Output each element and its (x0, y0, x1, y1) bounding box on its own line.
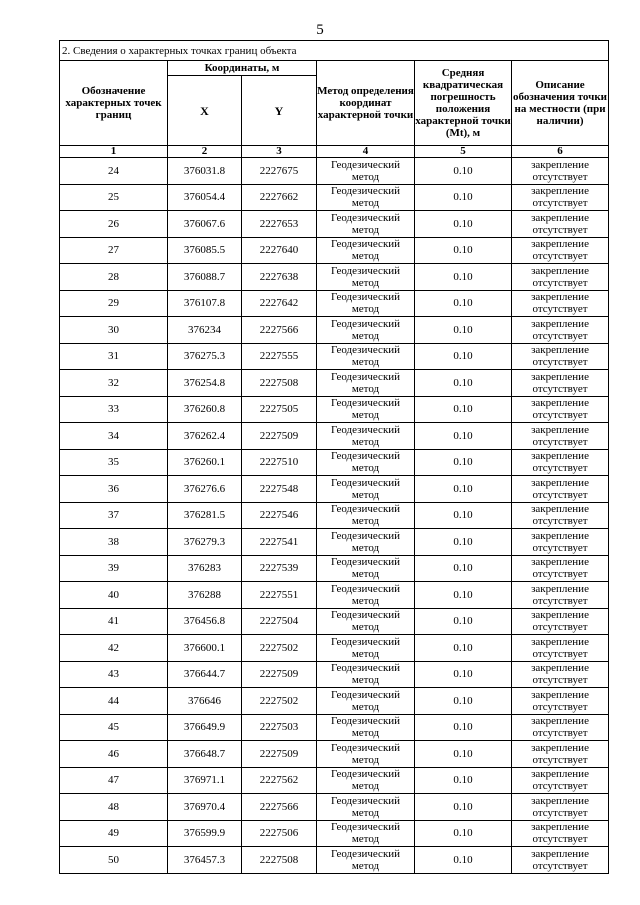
description-cell: закрепление отсутствует (512, 317, 609, 344)
point-id-cell: 25 (60, 184, 168, 211)
column-number: 6 (512, 146, 609, 158)
method-cell: Геодезический метод (317, 396, 415, 423)
x-coordinate-cell: 376085.5 (168, 237, 242, 264)
y-coordinate-cell: 2227675 (242, 158, 317, 185)
description-cell: закрепление отсутствует (512, 290, 609, 317)
error-cell: 0.10 (415, 290, 512, 317)
table-row (60, 317, 609, 344)
point-id-cell: 46 (60, 741, 168, 768)
method-cell: Геодезический метод (317, 714, 415, 741)
error-cell: 0.10 (415, 158, 512, 185)
error-cell: 0.10 (415, 343, 512, 370)
y-coordinate-cell: 2227640 (242, 237, 317, 264)
table-row (60, 502, 609, 529)
table-row (60, 820, 609, 847)
column-number: 5 (415, 146, 512, 158)
y-coordinate-cell: 2227566 (242, 317, 317, 344)
method-cell: Геодезический метод (317, 423, 415, 450)
description-cell: закрепление отсутствует (512, 794, 609, 821)
y-coordinate-cell: 2227508 (242, 847, 317, 874)
x-coordinate-cell: 376456.8 (168, 608, 242, 635)
page-number: 5 (316, 22, 324, 38)
y-coordinate-cell: 2227539 (242, 555, 317, 582)
description-cell: закрепление отсутствует (512, 582, 609, 609)
point-id-cell: 47 (60, 767, 168, 794)
error-cell: 0.10 (415, 370, 512, 397)
error-cell: 0.10 (415, 767, 512, 794)
x-coordinate-cell: 376067.6 (168, 211, 242, 238)
table-row (60, 741, 609, 768)
point-id-cell: 41 (60, 608, 168, 635)
point-id-cell: 26 (60, 211, 168, 238)
y-coordinate-cell: 2227509 (242, 423, 317, 450)
x-coordinate-cell: 376276.6 (168, 476, 242, 503)
table-row (60, 476, 609, 503)
x-coordinate-cell: 376088.7 (168, 264, 242, 291)
description-cell: закрепление отсутствует (512, 661, 609, 688)
error-cell: 0.10 (415, 237, 512, 264)
method-cell: Геодезический метод (317, 555, 415, 582)
x-coordinate-cell: 376457.3 (168, 847, 242, 874)
column-number: 1 (60, 146, 168, 158)
method-cell: Геодезический метод (317, 211, 415, 238)
method-cell: Геодезический метод (317, 820, 415, 847)
y-coordinate-cell: 2227662 (242, 184, 317, 211)
column-number: 2 (168, 146, 242, 158)
table-row (60, 343, 609, 370)
method-cell: Геодезический метод (317, 741, 415, 768)
description-cell: закрепление отсутствует (512, 370, 609, 397)
column-number: 3 (242, 146, 317, 158)
description-cell: закрепление отсутствует (512, 688, 609, 715)
y-coordinate-cell: 2227653 (242, 211, 317, 238)
method-cell: Геодезический метод (317, 688, 415, 715)
method-cell: Геодезический метод (317, 847, 415, 874)
method-cell: Геодезический метод (317, 343, 415, 370)
point-id-cell: 49 (60, 820, 168, 847)
header-y: Y (242, 76, 317, 146)
description-cell: закрепление отсутствует (512, 608, 609, 635)
x-coordinate-cell: 376260.1 (168, 449, 242, 476)
table-row (60, 555, 609, 582)
y-coordinate-cell: 2227638 (242, 264, 317, 291)
y-coordinate-cell: 2227566 (242, 794, 317, 821)
description-cell: закрепление отсутствует (512, 476, 609, 503)
error-cell: 0.10 (415, 847, 512, 874)
x-coordinate-cell: 376648.7 (168, 741, 242, 768)
description-cell: закрепление отсутствует (512, 502, 609, 529)
point-id-cell: 48 (60, 794, 168, 821)
table-row (60, 396, 609, 423)
x-coordinate-cell: 376288 (168, 582, 242, 609)
x-coordinate-cell: 376283 (168, 555, 242, 582)
description-cell: закрепление отсутствует (512, 184, 609, 211)
header-error: Средняя квадратическая погрешность положения характерной точки (Mt), м (415, 61, 512, 146)
y-coordinate-cell: 2227551 (242, 582, 317, 609)
point-id-cell: 37 (60, 502, 168, 529)
method-cell: Геодезический метод (317, 370, 415, 397)
error-cell: 0.10 (415, 820, 512, 847)
point-id-cell: 27 (60, 237, 168, 264)
description-cell: закрепление отсутствует (512, 211, 609, 238)
x-coordinate-cell: 376649.9 (168, 714, 242, 741)
table-row (60, 847, 609, 874)
method-cell: Геодезический метод (317, 476, 415, 503)
description-cell: закрепление отсутствует (512, 741, 609, 768)
method-cell: Геодезический метод (317, 317, 415, 344)
point-id-cell: 34 (60, 423, 168, 450)
error-cell: 0.10 (415, 211, 512, 238)
error-cell: 0.10 (415, 449, 512, 476)
header-x: X (168, 76, 242, 146)
header-description: Описание обозначения точки на местности (при наличии) (512, 61, 609, 146)
x-coordinate-cell: 376970.4 (168, 794, 242, 821)
method-cell: Геодезический метод (317, 184, 415, 211)
method-cell: Геодезический метод (317, 237, 415, 264)
point-id-cell: 43 (60, 661, 168, 688)
y-coordinate-cell: 2227506 (242, 820, 317, 847)
x-coordinate-cell: 376107.8 (168, 290, 242, 317)
y-coordinate-cell: 2227505 (242, 396, 317, 423)
description-cell: закрепление отсутствует (512, 820, 609, 847)
point-id-cell: 44 (60, 688, 168, 715)
description-cell: закрепление отсутствует (512, 635, 609, 662)
y-coordinate-cell: 2227555 (242, 343, 317, 370)
error-cell: 0.10 (415, 688, 512, 715)
error-cell: 0.10 (415, 184, 512, 211)
error-cell: 0.10 (415, 582, 512, 609)
error-cell: 0.10 (415, 741, 512, 768)
x-coordinate-cell: 376031.8 (168, 158, 242, 185)
method-cell: Геодезический метод (317, 608, 415, 635)
table-row (60, 264, 609, 291)
error-cell: 0.10 (415, 317, 512, 344)
point-id-cell: 35 (60, 449, 168, 476)
description-cell: закрепление отсутствует (512, 714, 609, 741)
description-cell: закрепление отсутствует (512, 264, 609, 291)
y-coordinate-cell: 2227562 (242, 767, 317, 794)
x-coordinate-cell: 376254.8 (168, 370, 242, 397)
header-method: Метод определения координат характерной точки (317, 61, 415, 146)
error-cell: 0.10 (415, 529, 512, 556)
y-coordinate-cell: 2227509 (242, 661, 317, 688)
point-id-cell: 29 (60, 290, 168, 317)
table-row (60, 635, 609, 662)
y-coordinate-cell: 2227503 (242, 714, 317, 741)
section-title: 2. Сведения о характерных точках границ объекта (60, 41, 609, 61)
error-cell: 0.10 (415, 502, 512, 529)
point-id-cell: 31 (60, 343, 168, 370)
table-row (60, 290, 609, 317)
point-id-cell: 40 (60, 582, 168, 609)
column-number: 4 (317, 146, 415, 158)
method-cell: Геодезический метод (317, 582, 415, 609)
table-row (60, 158, 609, 185)
x-coordinate-cell: 376054.4 (168, 184, 242, 211)
table-row (60, 211, 609, 238)
description-cell: закрепление отсутствует (512, 423, 609, 450)
method-cell: Геодезический метод (317, 449, 415, 476)
x-coordinate-cell: 376644.7 (168, 661, 242, 688)
method-cell: Геодезический метод (317, 290, 415, 317)
y-coordinate-cell: 2227502 (242, 688, 317, 715)
point-id-cell: 38 (60, 529, 168, 556)
table-row (60, 370, 609, 397)
table-row (60, 582, 609, 609)
point-id-cell: 33 (60, 396, 168, 423)
method-cell: Геодезический метод (317, 264, 415, 291)
point-id-cell: 50 (60, 847, 168, 874)
y-coordinate-cell: 2227504 (242, 608, 317, 635)
table-row (60, 767, 609, 794)
description-cell: закрепление отсутствует (512, 529, 609, 556)
y-coordinate-cell: 2227510 (242, 449, 317, 476)
point-id-cell: 39 (60, 555, 168, 582)
error-cell: 0.10 (415, 476, 512, 503)
y-coordinate-cell: 2227502 (242, 635, 317, 662)
y-coordinate-cell: 2227546 (242, 502, 317, 529)
method-cell: Геодезический метод (317, 529, 415, 556)
description-cell: закрепление отсутствует (512, 555, 609, 582)
error-cell: 0.10 (415, 714, 512, 741)
error-cell: 0.10 (415, 396, 512, 423)
error-cell: 0.10 (415, 264, 512, 291)
table-row (60, 423, 609, 450)
table-row (60, 184, 609, 211)
header-designation: Обозначение характерных точек границ (60, 61, 168, 146)
y-coordinate-cell: 2227642 (242, 290, 317, 317)
method-cell: Геодезический метод (317, 158, 415, 185)
header-coordinates: Координаты, м (168, 61, 317, 76)
table-row (60, 529, 609, 556)
description-cell: закрепление отсутствует (512, 449, 609, 476)
description-cell: закрепление отсутствует (512, 396, 609, 423)
y-coordinate-cell: 2227548 (242, 476, 317, 503)
error-cell: 0.10 (415, 635, 512, 662)
description-cell: закрепление отсутствует (512, 847, 609, 874)
table-row (60, 714, 609, 741)
y-coordinate-cell: 2227509 (242, 741, 317, 768)
description-cell: закрепление отсутствует (512, 158, 609, 185)
table-row (60, 237, 609, 264)
point-id-cell: 45 (60, 714, 168, 741)
error-cell: 0.10 (415, 555, 512, 582)
point-id-cell: 36 (60, 476, 168, 503)
description-cell: закрепление отсутствует (512, 343, 609, 370)
table-row (60, 688, 609, 715)
x-coordinate-cell: 376281.5 (168, 502, 242, 529)
column-numbers-row (60, 146, 609, 158)
x-coordinate-cell: 376599.9 (168, 820, 242, 847)
description-cell: закрепление отсутствует (512, 767, 609, 794)
x-coordinate-cell: 376262.4 (168, 423, 242, 450)
description-cell: закрепление отсутствует (512, 237, 609, 264)
error-cell: 0.10 (415, 423, 512, 450)
x-coordinate-cell: 376234 (168, 317, 242, 344)
method-cell: Геодезический метод (317, 794, 415, 821)
x-coordinate-cell: 376971.1 (168, 767, 242, 794)
x-coordinate-cell: 376646 (168, 688, 242, 715)
method-cell: Геодезический метод (317, 767, 415, 794)
error-cell: 0.10 (415, 661, 512, 688)
x-coordinate-cell: 376260.8 (168, 396, 242, 423)
boundary-points-table (59, 40, 609, 874)
error-cell: 0.10 (415, 794, 512, 821)
method-cell: Геодезический метод (317, 635, 415, 662)
point-id-cell: 24 (60, 158, 168, 185)
x-coordinate-cell: 376279.3 (168, 529, 242, 556)
x-coordinate-cell: 376275.3 (168, 343, 242, 370)
y-coordinate-cell: 2227541 (242, 529, 317, 556)
point-id-cell: 32 (60, 370, 168, 397)
method-cell: Геодезический метод (317, 502, 415, 529)
point-id-cell: 28 (60, 264, 168, 291)
method-cell: Геодезический метод (317, 661, 415, 688)
table-row (60, 661, 609, 688)
table-row (60, 449, 609, 476)
x-coordinate-cell: 376600.1 (168, 635, 242, 662)
table-row (60, 794, 609, 821)
point-id-cell: 30 (60, 317, 168, 344)
error-cell: 0.10 (415, 608, 512, 635)
point-id-cell: 42 (60, 635, 168, 662)
y-coordinate-cell: 2227508 (242, 370, 317, 397)
table-row (60, 608, 609, 635)
